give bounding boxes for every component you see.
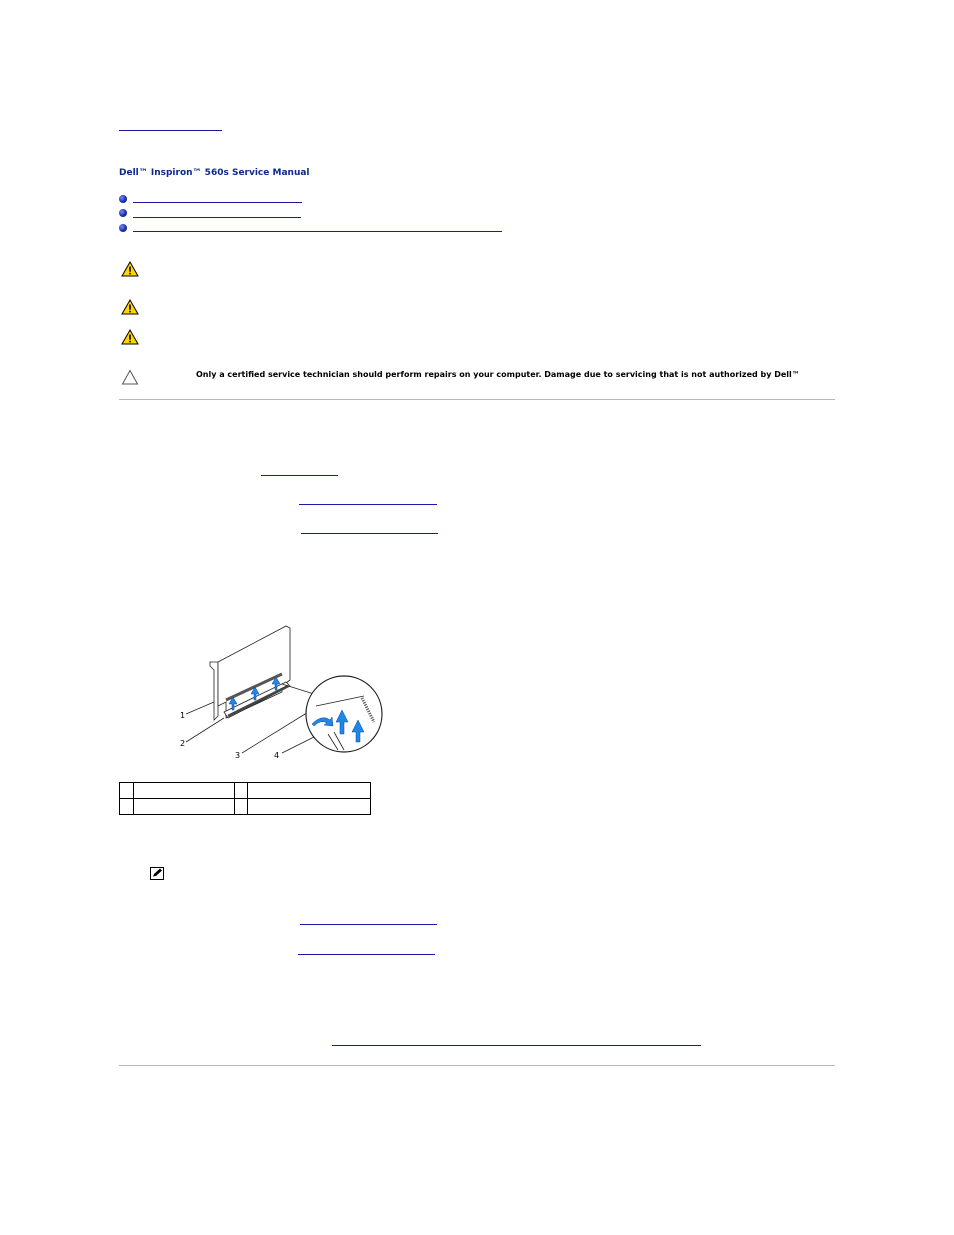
- bullet-icon: [119, 224, 127, 232]
- warning-icon: [121, 261, 139, 277]
- section-divider: [119, 399, 835, 400]
- table-cell: [235, 783, 248, 799]
- step-link-5[interactable]: [298, 954, 435, 955]
- step-link-2[interactable]: [299, 504, 437, 505]
- table-cell: [248, 783, 371, 799]
- table-row: [120, 799, 371, 815]
- toc-link-1[interactable]: [133, 202, 302, 203]
- callout-2: 2: [180, 739, 186, 748]
- table-cell: [134, 783, 235, 799]
- warning-icon: [121, 329, 139, 345]
- step-link-6[interactable]: [332, 1045, 701, 1046]
- step-link-4[interactable]: [300, 924, 437, 925]
- caution-icon: [121, 369, 139, 385]
- table-cell: [120, 799, 134, 815]
- back-to-contents-link[interactable]: [119, 130, 222, 131]
- toc-link-2[interactable]: [133, 217, 301, 218]
- caution-notice-text: Only a certified service technician should perform repairs on your computer. Damage due to servicing that is not authorized by Dell™: [196, 370, 800, 379]
- manual-title: Dell™ Inspiron™ 560s Service Manual: [119, 168, 310, 178]
- bullet-icon: [119, 195, 127, 203]
- warning-icon: [121, 299, 139, 315]
- table-cell: [134, 799, 235, 815]
- card-removal-illustration: [178, 622, 384, 764]
- table-cell: [120, 783, 134, 799]
- note-pencil-icon: [150, 867, 164, 880]
- callout-1: 1: [180, 711, 186, 720]
- table-cell: [235, 799, 248, 815]
- callout-3: 3: [235, 751, 241, 760]
- step-link-3[interactable]: [301, 533, 438, 534]
- section-divider: [119, 1065, 835, 1066]
- table-cell: [248, 799, 371, 815]
- toc-link-3[interactable]: [133, 231, 502, 232]
- step-link-1[interactable]: [261, 475, 338, 476]
- callout-legend-table: [119, 782, 371, 815]
- callout-4: 4: [274, 751, 280, 760]
- table-row: [120, 783, 371, 799]
- bullet-icon: [119, 209, 127, 217]
